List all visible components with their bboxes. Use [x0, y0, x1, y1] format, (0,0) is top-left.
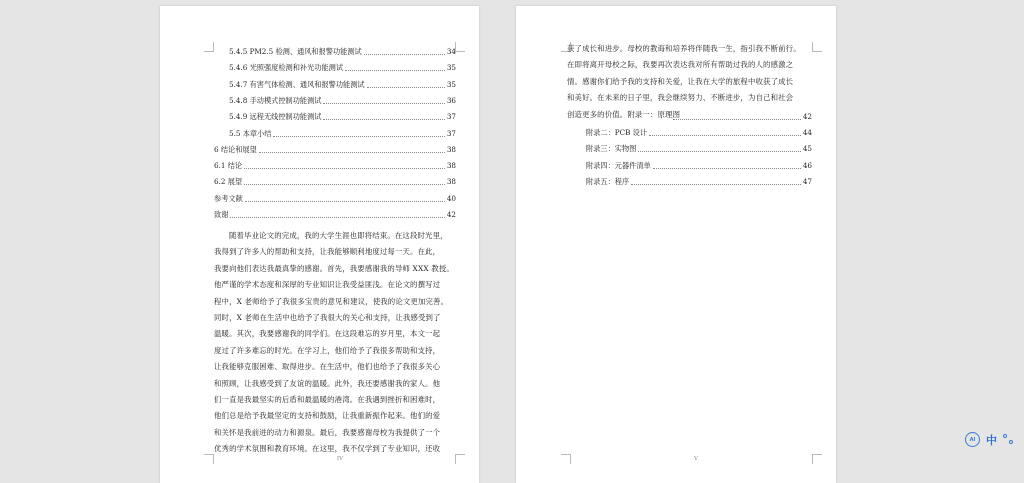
toc-page-number: 38 — [446, 144, 456, 154]
paragraph-line: 我得到了许多人的帮助和支持，让我能够顺利地度过每一天。在此， — [214, 247, 441, 257]
toc-entry[interactable] — [229, 76, 456, 90]
toc-entry[interactable] — [214, 206, 456, 220]
document-page-right[interactable] — [516, 6, 836, 483]
paragraph-line: 情。感谢你们给予我的支持和关爱，让我在大学的旅程中收获了成长 — [567, 76, 794, 86]
toc-page-number: 42 — [446, 210, 456, 219]
toc-page-number: 36 — [446, 95, 456, 105]
toc-leader — [367, 87, 445, 88]
toc-page-number: 38 — [446, 177, 456, 187]
toc-entry[interactable] — [214, 157, 456, 171]
toc-page-number: 45 — [802, 144, 812, 154]
toc-page-number: 37 — [446, 128, 456, 138]
toc-leader — [631, 184, 801, 185]
toc-leader — [638, 151, 801, 152]
toc-entry-title: 附录三：实物图 — [586, 144, 637, 154]
floating-toolbar — [965, 431, 1021, 448]
paragraph-line: 温暖。其次，我要感谢我的同学们。在这段难忘的岁月里，本文一起 — [214, 329, 441, 339]
paragraph-line: 随着毕业论文的完成，我的大学生涯也即将结束。在这段时光里， — [229, 231, 448, 240]
toc-entry-title: 5.4.5 PM2.5 检测、通风和报警功能测试 — [229, 47, 362, 56]
more-options-icon[interactable] — [1003, 434, 1015, 446]
toc-entry-title: 6 结论和展望 — [214, 144, 257, 154]
toc-entry-title: 6.1 结论 — [214, 161, 243, 171]
toc-leader — [653, 168, 801, 169]
toc-page-number: 42 — [802, 112, 812, 121]
toc-entry-title: 5.5 本章小结 — [229, 128, 272, 138]
margin-mark-top-right — [455, 42, 465, 52]
paragraph-line: 和照顾，让我感受到了友谊的温暖。此外，我还要感谢我的家人。他 — [214, 378, 441, 388]
toc-leader — [259, 152, 445, 153]
paragraph-line: 度过了许多难忘的时光。在学习上，他们给予了我很多帮助和支持， — [214, 345, 441, 355]
paragraph-line: 和美好。在未来的日子里，我会继续努力、不断进步，为自己和社会 — [567, 93, 794, 103]
toc-entry-title: 附录四：元器件清单 — [586, 160, 651, 170]
toc-entry-title: 参考文献 — [214, 193, 243, 203]
margin-mark-top-left — [204, 42, 214, 52]
toc-entry[interactable] — [586, 173, 812, 187]
paragraph-line: 创造更多的价值。附录一：原理图 — [567, 109, 681, 119]
toc-entry-title: 5.4.7 有害气体检测、通风和报警功能测试 — [229, 79, 365, 89]
toc-leader — [649, 135, 801, 136]
toc-entry[interactable] — [229, 59, 456, 73]
toc-leader — [245, 201, 445, 202]
paragraph-line: 他们总是给予我最坚定的支持和鼓励，让我重新振作起来。他们的爱 — [214, 411, 441, 421]
toc-entry[interactable] — [586, 124, 812, 138]
toc-page-number: 35 — [446, 63, 456, 73]
toc-leader — [323, 119, 444, 120]
paragraph-line: 们一直是我最坚实的后盾和最温暖的港湾。在我遇到挫折和困难时， — [214, 395, 441, 404]
toc-page-number: 46 — [802, 160, 812, 170]
toc-entry-title: 致谢 — [214, 210, 229, 219]
toc-entry-title: 5.4.9 远程无线控制功能测试 — [229, 112, 322, 122]
toc-leader — [364, 54, 445, 55]
toc-entry[interactable] — [214, 173, 456, 187]
toc-page-number: 35 — [446, 79, 456, 89]
toc-entry[interactable] — [229, 92, 456, 106]
paragraph-line: 优秀的学术氛围和教育环境。在这里，我不仅学到了专业知识，还收 — [214, 444, 441, 454]
toc-entry[interactable] — [229, 43, 456, 57]
toc-leader — [323, 103, 444, 104]
toc-entry[interactable] — [229, 125, 456, 139]
paragraph-line: 我要向他们表达我最真挚的感谢。首先，我要感谢我的导师 XXX 教授。 — [214, 263, 454, 273]
toc-page-number: 44 — [802, 128, 812, 137]
toc-entry[interactable] — [229, 108, 456, 122]
page-number: V — [694, 456, 698, 462]
margin-mark-bottom-left — [204, 454, 214, 464]
toc-page-number: 37 — [446, 112, 456, 122]
paragraph-line: 和关怀是我前进的动力和源泉。最后，我要感谢母校为我提供了一个 — [214, 427, 441, 437]
paragraph-line: 让我能够克服困难、取得进步。在生活中，他们也给予了我很多关心 — [214, 362, 441, 372]
toc-entry[interactable] — [214, 190, 456, 204]
toc-leader — [345, 70, 445, 71]
toc-leader — [673, 119, 801, 120]
ai-assistant-icon[interactable]: AI — [965, 432, 980, 447]
toc-entry[interactable] — [214, 141, 456, 155]
toc-entry-title: 附录二：PCB 设计 — [586, 128, 648, 137]
toc-leader — [273, 136, 444, 137]
toc-leader — [244, 184, 445, 185]
toc-entry[interactable] — [586, 140, 812, 154]
toc-entry-appendix-1[interactable] — [671, 108, 812, 122]
margin-mark-bottom-left — [561, 454, 571, 464]
toc-page-number: 40 — [446, 193, 456, 203]
paragraph-line: 同时，X 老师在生活中也给予了我很大的关心和支持，让我感受到了 — [214, 313, 441, 322]
paragraph-line: 他严谨的学术态度和深厚的专业知识让我受益匪浅。在论文的撰写过 — [214, 280, 441, 290]
input-language-icon[interactable]: 中 — [986, 433, 997, 447]
toc-leader — [230, 217, 444, 218]
toc-entry-title: 附录五：程序 — [586, 176, 630, 186]
paragraph-line: 在即将离开母校之际，我要再次表达我对所有帮助过我的人的感激之 — [567, 60, 794, 70]
toc-leader — [244, 168, 445, 169]
margin-mark-bottom-right — [812, 454, 822, 464]
toc-page-number: 34 — [446, 47, 456, 56]
toc-entry[interactable] — [586, 157, 812, 171]
toc-entry-title: 5.4.8 手动模式控制功能测试 — [229, 95, 322, 105]
page-number: IV — [336, 456, 344, 462]
paragraph-line: 程中，X 老师给予了我很多宝贵的意见和建议，使我的论文更加完善。 — [214, 296, 449, 306]
toc-entry-title: 5.4.6 光照强度检测和补光功能测试 — [229, 63, 344, 73]
paragraph-line: 获了成长和进步。母校的教诲和培养将伴随我一生，指引我不断前行。 — [567, 44, 801, 53]
toc-page-number: 47 — [802, 176, 812, 186]
toc-entry-title: 6.2 展望 — [214, 177, 243, 187]
document-page-left[interactable] — [160, 6, 479, 483]
toc-page-number: 38 — [446, 161, 456, 171]
